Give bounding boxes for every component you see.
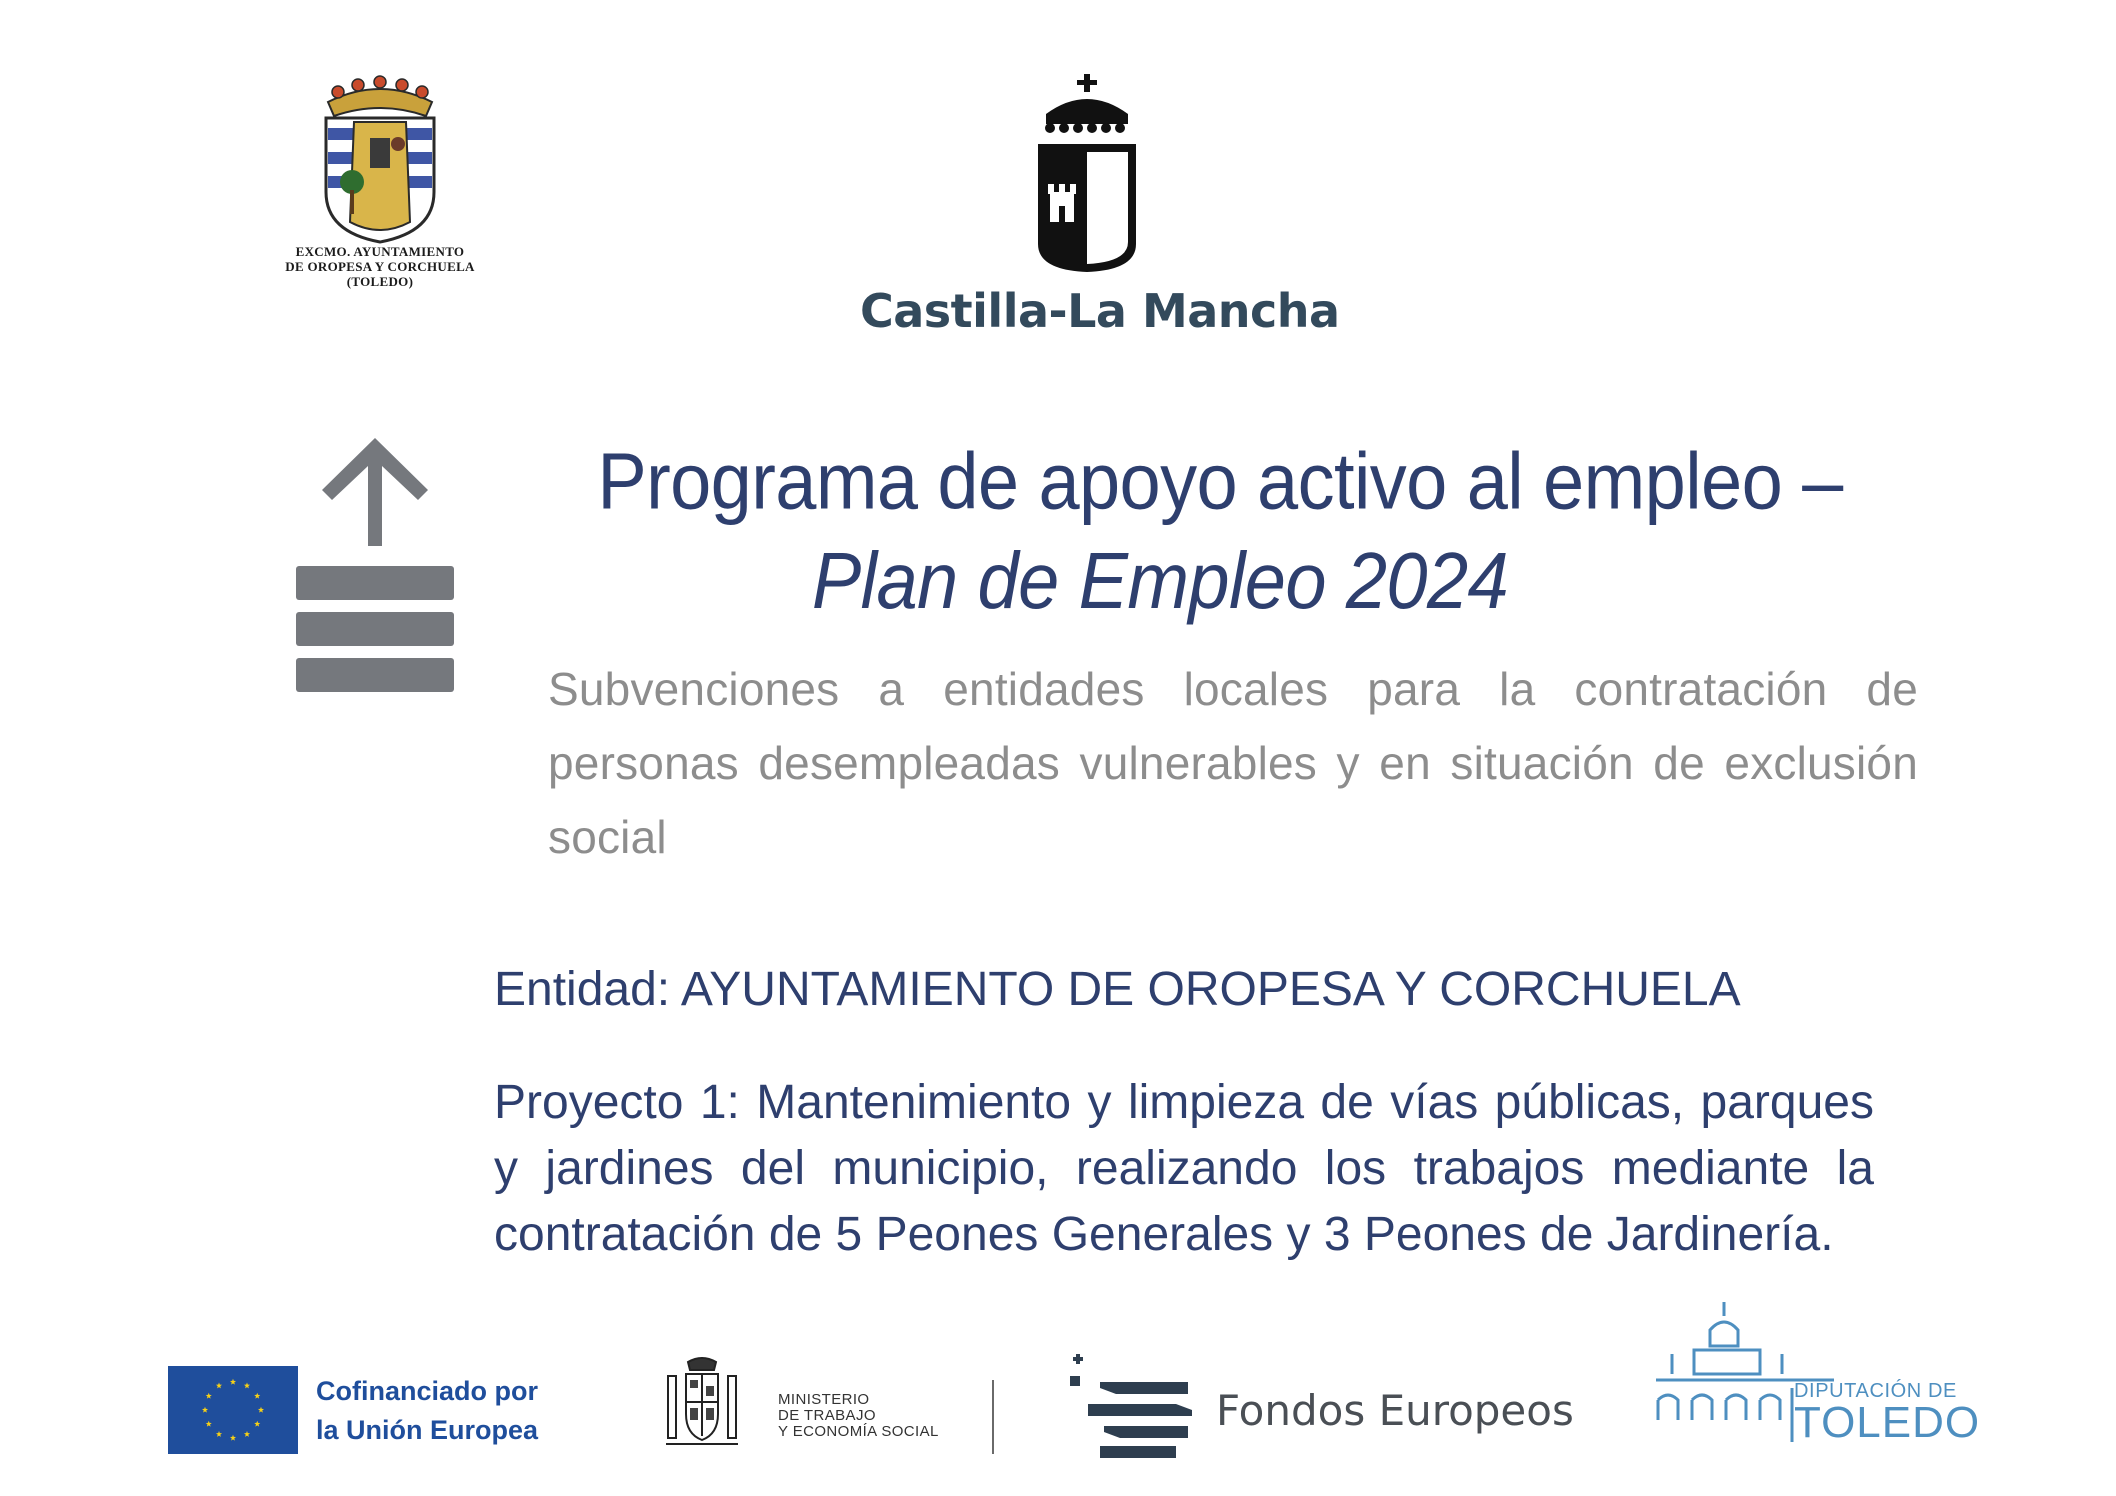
fondos-europeos-icon [1064, 1354, 1194, 1458]
oropesa-caption [232, 244, 528, 289]
program-title-line1: Programa de apoyo activo al empleo – [597, 436, 1843, 526]
program-title [520, 432, 1920, 631]
eu-text-line2: la Unión Europea [316, 1415, 539, 1445]
diputacion-line2: TOLEDO [1794, 1398, 1981, 1447]
spain-coat-of-arms-icon [664, 1356, 740, 1452]
clm-emblem-icon [1032, 74, 1142, 274]
project-description: Proyecto 1: Mantenimiento y limpieza de vías públicas, parques y jardines del municipio, realizando los trabajos mediante la contratación de 5 Peones Generales y 3 Peones de Jardinería. [494, 1076, 1874, 1261]
eu-flag-icon [168, 1366, 298, 1454]
fondos-europeos-label: Fondos Europeos [1216, 1386, 1574, 1435]
ministry-name [778, 1392, 998, 1440]
oropesa-caption-line: EXCMO. AYUNTAMIENTO [295, 244, 465, 259]
oropesa-caption-line: (TOLEDO) [346, 274, 414, 289]
oropesa-caption-line: DE OROPESA Y CORCHUELA [285, 259, 475, 274]
ministry-line: Y ECONOMÍA SOCIAL [778, 1423, 939, 1440]
clm-region-name: Castilla-La Mancha [860, 284, 1340, 338]
ministry-line: MINISTERIO [778, 1391, 870, 1408]
logo-divider [992, 1380, 994, 1454]
eu-text-line1: Cofinanciado por [316, 1376, 538, 1406]
program-title-line2: Plan de Empleo 2024 [811, 535, 1509, 626]
eu-cofinancing-text [316, 1372, 636, 1450]
diputacion-line1: DIPUTACIÓN DE [1794, 1380, 1957, 1402]
program-subtitle: Subvenciones a entidades locales para la contratación de personas desempleadas vulnerables y en situación de exclusión social [548, 663, 1918, 863]
program-up-arrow-icon [292, 430, 458, 700]
oropesa-crest-icon [318, 72, 442, 244]
ministry-line: DE TRABAJO [778, 1407, 876, 1424]
entity-line: Entidad: AYUNTAMIENTO DE OROPESA Y CORCHUELA [494, 963, 1741, 1016]
